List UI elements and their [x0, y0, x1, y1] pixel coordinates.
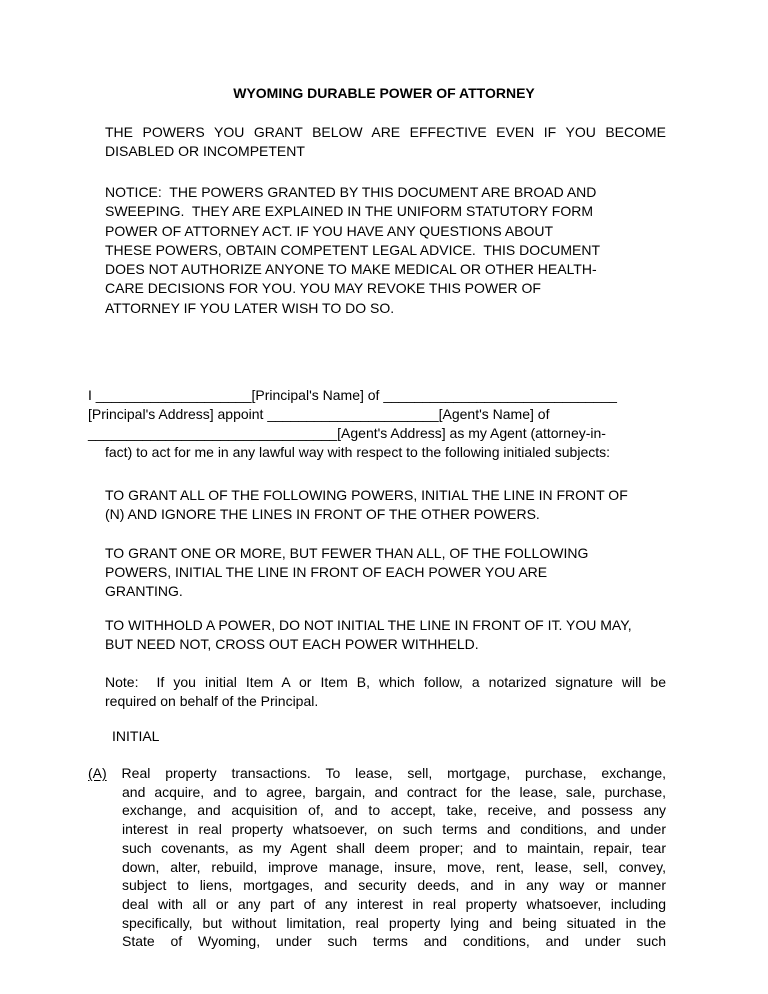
paragraph-line: such covenants, as my Agent shall deem proper; and to maintain, repair, tear [122, 839, 666, 856]
paragraph-line: POWERS, INITIAL THE LINE IN FRONT OF EACH POWER YOU ARE [105, 564, 548, 580]
paragraph-line: DOES NOT AUTHORIZE ANYONE TO MAKE MEDICAL OR OTHER HEALTH- [105, 261, 597, 278]
paragraph-line: THESE POWERS, OBTAIN COMPETENT LEGAL ADVICE. THIS DOCUMENT [105, 241, 601, 258]
paragraph-line: POWER OF ATTORNEY ACT. IF YOU HAVE ANY QUESTIONS ABOUT [105, 222, 554, 239]
paragraph-line: exchange, and acquisition of, and to accept, take, receive, and possess any [122, 802, 666, 819]
paragraph-notarization-note [105, 673, 666, 711]
paragraph-line: THE POWERS YOU GRANT BELOW ARE EFFECTIVE EVEN IF YOU BECOME [105, 124, 666, 140]
paragraph-withhold-power [105, 616, 666, 654]
paragraph-line: (N) AND IGNORE THE LINES IN FRONT OF THE OTHER POWERS. [105, 506, 540, 522]
paragraph-line: CARE DECISIONS FOR YOU. YOU MAY REVOKE THIS POWER OF [105, 280, 541, 297]
paragraph-appointment-fill-in [88, 386, 666, 462]
paragraph-line: subject to liens, mortgages, and security deeds, and in any way or manner [122, 877, 666, 894]
paragraph-line: GRANTING. [105, 583, 183, 599]
document-title: WYOMING DURABLE POWER OF ATTORNEY [233, 85, 535, 101]
paragraph-line: specifically, but without limitation, real property lying and being situated in the [122, 914, 666, 931]
paragraph-effective-powers [105, 123, 666, 161]
paragraph-line: BUT NEED NOT, CROSS OUT EACH POWER WITHHELD. [105, 636, 479, 652]
paragraph-line: and acquire, and to agree, bargain, and contract for the lease, sale, purchase, [122, 783, 666, 800]
paragraph-line: down, alter, rebuild, improve manage, insure, move, rent, lease, sell, convey, [122, 858, 666, 875]
paragraph-line: fact) to act for me in any lawful way with respect to the following initialed subjects: [105, 444, 611, 460]
paragraph-line: deal with all or any part of any interest in real property whatsoever, including [122, 895, 666, 912]
fill-in-line-agent-address: ________________________________[Agent's Address] as my Agent (attorney-in- [88, 425, 606, 441]
paragraph-line: TO GRANT ONE OR MORE, BUT FEWER THAN ALL, OF THE FOLLOWING [105, 545, 589, 561]
paragraph-line: DISABLED OR INCOMPETENT [105, 143, 305, 159]
paragraph-item-a-real-property [88, 764, 666, 951]
paragraph-line: ATTORNEY IF YOU LATER WISH TO DO SO. [105, 299, 395, 316]
paragraph-line-text: Real property transactions. To lease, sell, mortgage, purchase, exchange, [106, 765, 666, 781]
item-a-marker: (A) [88, 765, 107, 781]
paragraph-line: TO GRANT ALL OF THE FOLLOWING POWERS, INITIAL THE LINE IN FRONT OF [105, 487, 628, 503]
paragraph-line: required on behalf of the Principal. [105, 693, 319, 709]
paragraph-line: SWEEPING. THEY ARE EXPLAINED IN THE UNIFORM STATUTORY FORM [105, 203, 594, 220]
paragraph-line: State of Wyoming, under such terms and conditions, and under such [122, 933, 666, 950]
paragraph-grant-some-powers [105, 544, 666, 601]
paragraph-notice [105, 183, 666, 318]
paragraph-line [88, 764, 666, 783]
paragraph-line: NOTICE: THE POWERS GRANTED BY THIS DOCUMENT ARE BROAD AND [105, 184, 597, 200]
paragraph-line: interest in real property whatsoever, on such terms and conditions, and under [122, 821, 666, 838]
initial-label: INITIAL [112, 728, 160, 744]
paragraph-line: TO WITHHOLD A POWER, DO NOT INITIAL THE LINE IN FRONT OF IT. YOU MAY, [105, 617, 632, 633]
fill-in-line-principal-name: I ____________________[Principal's Name] of ______________________________ [88, 387, 617, 403]
fill-in-line-principal-address: [Principal's Address] appoint ______________________[Agent's Name] of [88, 406, 550, 422]
paragraph-line: Note: If you initial Item A or Item B, which follow, a notarized signature will be [105, 674, 666, 690]
paragraph-grant-all-powers [105, 486, 666, 524]
